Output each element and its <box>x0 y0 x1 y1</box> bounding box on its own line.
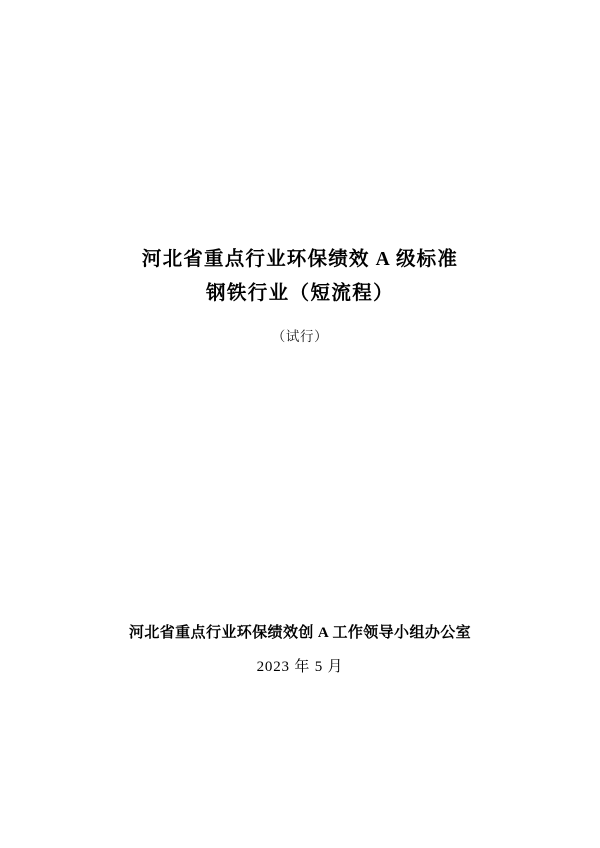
page-title-line-2: 钢铁行业（短流程） <box>205 283 395 304</box>
footer-block <box>0 620 600 676</box>
issuing-organization: 河北省重点行业环保绩效创 A 工作领导小组办公室 <box>128 625 472 641</box>
page-subtitle: （试行） <box>271 329 329 344</box>
title-block <box>0 243 600 345</box>
issue-date: 2023 年 5 月 <box>256 659 344 675</box>
page-title-line-1: 河北省重点行业环保绩效 A 级标准 <box>141 249 459 270</box>
